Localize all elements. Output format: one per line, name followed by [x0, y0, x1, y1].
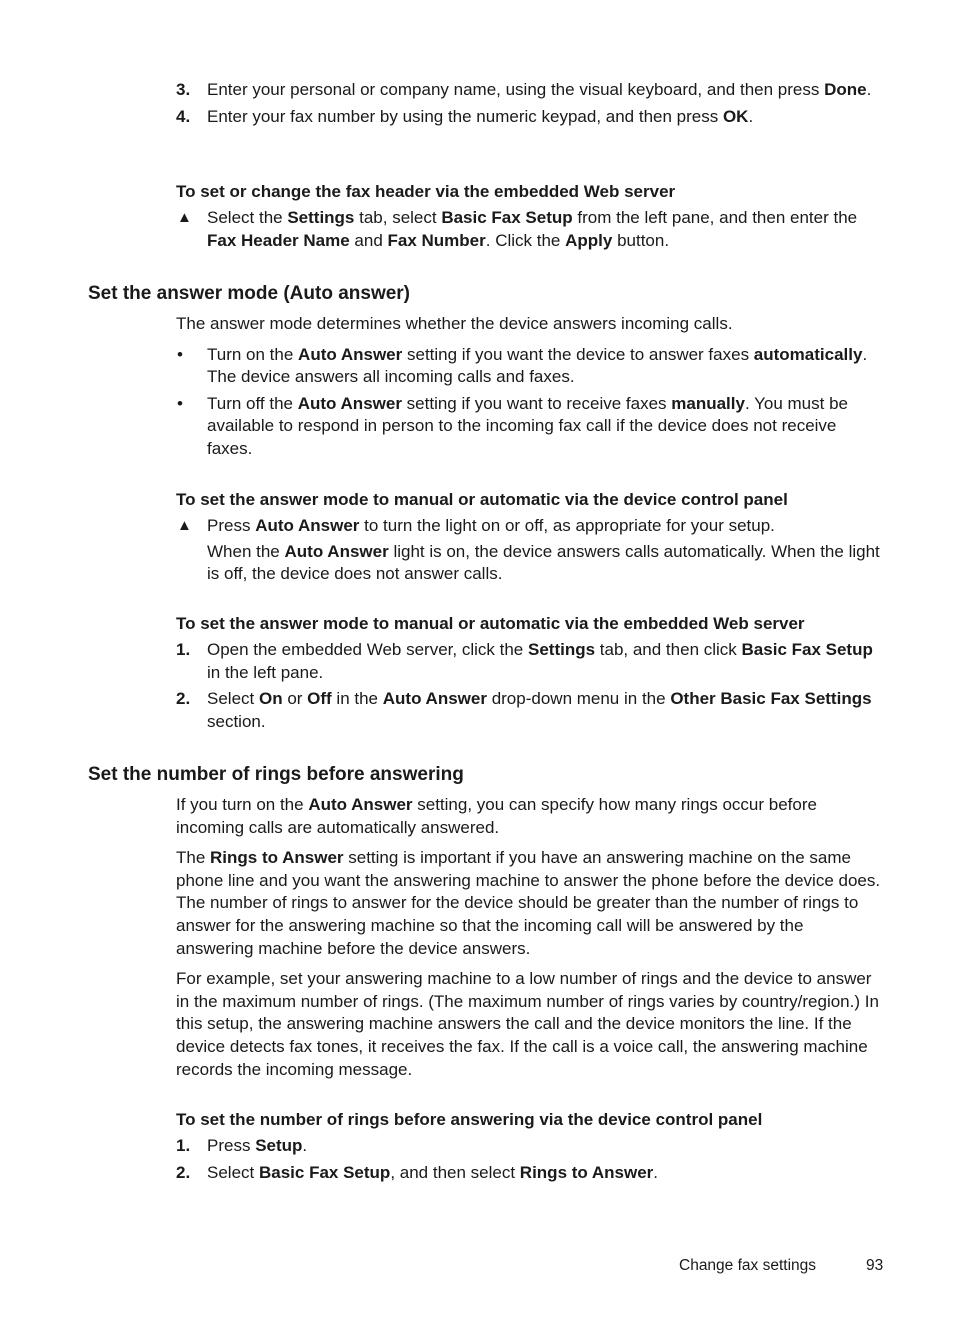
step-text: Select Basic Fax Setup, and then select Rings to Answer.: [207, 1162, 659, 1182]
page-number: 93: [866, 1257, 884, 1274]
step-number: 4.: [176, 106, 191, 126]
step-text: Press Setup.: [207, 1136, 308, 1155]
procedure-step: [176, 515, 881, 538]
answer-mode-bullet-2: [176, 393, 881, 461]
procedure-step-1: [176, 1135, 881, 1158]
section-heading-answer-mode: Set the answer mode (Auto answer): [88, 283, 411, 304]
answer-mode-panel-procedure: [176, 489, 881, 586]
rings-paragraph-3: For example, set your answering machine to a low number of rings and the device to answer in the maximum number of rings. (The maximum number of rings varies by country/region.) In this setup, the answering machine answers the call and the device monitors the line. If the device detects fax tones, it receives the fax. If the call is a voice call, the answering machine records the incoming message.: [176, 969, 879, 1079]
step-text: Enter your personal or company name, using the visual keyboard, and then press Done.: [207, 80, 872, 99]
step-text: Select On or Off in the Auto Answer drop-down menu in the Other Basic Fax Settings section.: [207, 689, 872, 731]
step-number: 2.: [176, 689, 191, 709]
step-number: 1.: [176, 640, 191, 659]
section-heading-rings: Set the number of rings before answering: [88, 764, 464, 785]
step-text: Press Auto Answer to turn the light on or off, as appropriate for your setup.: [207, 516, 775, 535]
step-3: [176, 79, 881, 102]
procedure-heading: To set or change the fax header via the embedded Web server: [176, 182, 676, 201]
step-number: 1.: [176, 1136, 191, 1155]
step-text: Open the embedded Web server, click the Settings tab, and then click Basic Fax Setup in the left pane.: [207, 640, 873, 682]
bullet-icon: •: [177, 393, 183, 413]
answer-mode-intro: The answer mode determines whether the device answers incoming calls.: [176, 314, 733, 333]
rings-panel-procedure: [176, 1109, 881, 1184]
step-text: Enter your fax number by using the numeric keypad, and then press OK.: [207, 106, 754, 126]
step-number: 3.: [176, 80, 191, 99]
procedure-step: [176, 207, 881, 252]
step-number: 2.: [176, 1162, 191, 1182]
procedure-note: When the Auto Answer light is on, the device answers calls automatically. When the light is off, the device does not answer calls.: [207, 541, 880, 584]
bullet-text: Turn on the Auto Answer setting if you want the device to answer faxes automatically. The device answers all incoming calls and faxes.: [207, 344, 868, 387]
top-steps: [176, 79, 881, 128]
procedure-step-2: [176, 1162, 881, 1185]
procedure-heading: To set the number of rings before answering via the device control panel: [176, 1110, 763, 1129]
procedure-step-2: [176, 688, 881, 733]
rings-paragraph-1: If you turn on the Auto Answer setting, you can specify how many rings occur before incoming calls are automatically answered.: [176, 795, 817, 837]
triangle-bullet-icon: ▲: [177, 209, 192, 226]
answer-mode-web-procedure: [176, 613, 881, 733]
rings-paragraph-2: The Rings to Answer setting is important if you have an answering machine on the same phone line and you want the answering machine to answer the phone before the device does. The number of rings to answer for the device should be greater than the number of rings to answer for the answering machine so that the incoming call will be answered by the answering machine before the device answers.: [176, 848, 881, 958]
fax-header-web-procedure: [176, 181, 881, 252]
bullet-icon: •: [177, 344, 183, 364]
step-text: Select the Settings tab, select Basic Fax Setup from the left pane, and then enter the Fax Header Name and Fax Number. Click the Apply button.: [207, 208, 858, 250]
answer-mode-bullet-1: [176, 344, 881, 389]
procedure-heading: To set the answer mode to manual or automatic via the embedded Web server: [176, 614, 805, 633]
triangle-bullet-icon: ▲: [177, 517, 192, 534]
procedure-step-1: [176, 639, 881, 684]
step-4: [176, 106, 881, 129]
footer-section-title: Change fax settings: [679, 1257, 817, 1274]
bullet-text: Turn off the Auto Answer setting if you want to receive faxes manually. You must be available to respond in person to the incoming fax call if the device does not receive faxes.: [207, 393, 848, 458]
rings-section: [176, 794, 881, 1081]
procedure-heading: To set the answer mode to manual or automatic via the device control panel: [176, 490, 788, 509]
answer-mode-section: [176, 313, 881, 461]
